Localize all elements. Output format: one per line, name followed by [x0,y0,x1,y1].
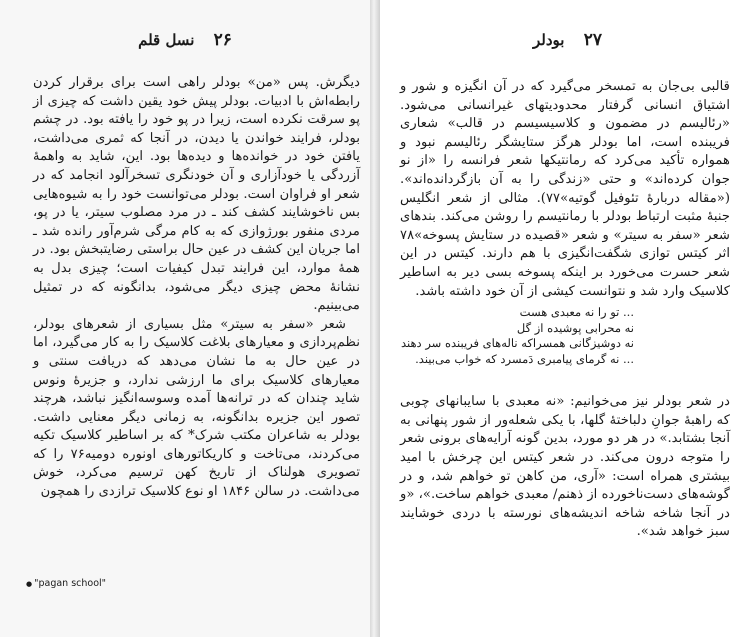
left-page-header [0,30,370,50]
right-paragraph-1: قالبی بی‌جان به تمسخر می‌گیرد که در آن انگیزه و شور و اشتیاق انسانی گرفتار محدودیتهای غیرانسانی می‌شود. «رئالیسم در مضمون و کلاسیسیسم در قالب» شعاری فریبنده است، اما بودلر هرگز ستایشگر رئالیسم نبود و همواره تأکید می‌کرد که رمانتیکها شعر فرانسه را «از نو جوان کرده‌اند» و حتی «زندگی را به آن بازگردانده‌اند». («مقاله دربارهٔ تئوفیل گوتیه»۷۷). مثالی از شعر انگلیس جنبهٔ مثبت ارتباط بودلر با رمانتیسم را روشن می‌کند. بندهای شعر «سفر به سیتر» و شعر «قصیده در ستایش پسوخه»۷۸ اثر کیتس توازی شگفت‌انگیزی با هم دارند. کیتس در این شعر حسرت می‌خورد بر اینکه پسوخه بسی دیر به اساطیر کلاسیک وارد شد و نتوانست کیشی از آن خود داشته باشد. [400,79,731,299]
left-paragraph-2: شعر «سفر به سیتر» مثل بسیاری از شعرهای بودلر، نظم‌پردازی و معیارهای بلاغت کلاسیک را به کار می‌گیرد، اما در عین حال به ما نشان می‌دهد که دریافت سنتی و معیارهای کلاسیک برای ما ارزشی ندارد، و جزیرهٔ ونوس شاید چندان که در ترانه‌ها آمده وسوسه‌انگیز نباشد، هرچند تصور این جزیره بدانگونه، به زمانی دیگر معنایی داشت. بودلر به شاعران مکتب شرک* که بر اساطیر کلاسیک تکیه می‌کردند، می‌تاخت و کاریکاتورهای اونوره دومیه۷۶ را که تصویری هولناک از تاریخ کهن ترسیم می‌کرد، خوش می‌داشت. در سالن ۱۸۴۶ او نوع کلاسیک ترازدی را همچون [33,316,361,500]
poem-line-2: نه محرابی پوشیده از گل [516,320,634,335]
footnote [26,578,106,589]
left-page-body [33,74,360,502]
left-running-title: نسل قلم [138,31,195,49]
poem-excerpt [400,305,730,367]
left-page-number: ۲۶ [213,30,232,50]
right-page-number: ۲۷ [583,30,602,50]
right-page-header [380,30,755,50]
right-paragraph-2: در شعر بودلر نیز می‌خوانیم: «نه معبدی با سایبانهای چوبی که راهبهٔ جوانِ دلباختهٔ گلها، با یکی شعله‌ور از شور پنهانی به آنجا بشتابد.» در هر دو مورد، بدین گونه آرایه‌های برونی شعر را متوجه درون می‌کند. در شعر کیتس این چرخش با امید بیشتری همراه است: «آری، من کاهن تو خواهم شد، و در گوشه‌های دست‌ناخورده از ذهنم/ معبدی خواهم ساخت.»، «و در آنجا شاخه شاخه اندیشه‌های نورسته با دردی خوشایند سبز خواهد شد». [400,394,730,540]
right-running-title: بودلر [533,31,565,49]
left-paragraph-1: دیگرش. پس «من» بودلر راهی است برای برقرار کردن رابطه‌اش با ادبیات. بودلر پیش خود یقین داشت که چیزی از پو سرقت نکرده است، زیرا در پو خود را یافته بود. در چشم بودلر، فرایند خواندن یا دیدن، در آنجا که ثمری می‌داشت، یافتن خود در خوانده‌ها و دیده‌ها بود. این، شاید به واهمهٔ آزردگی یا خودآزاری و آن خودنگری تسخرآلود انجامد که در شعر او فراوان است. بودلر می‌توانست خود را به شیوه‌هایی بس ناخوشایند کشف کند ـ در مرد مصلوب سیتر، یا در پو، مردی منفور بورژوازی که به کام مرگی شرم‌آور رانده شد ـ اما جریان این کشف در عین حال براستی رضایتبخش بود. در همهٔ موارد، این فرایند تبدل کیفیات است؛ چیزی بدل به نشانهٔ محض چیزی دیگر می‌شود، بدانگونه که در تمثیل می‌بینیم. [33,75,360,314]
book-gutter [370,0,380,637]
spacer [400,377,730,393]
footnote-text: "pagan school" [34,578,107,589]
left-page [0,0,370,637]
poem-line-1: ... تو را نه معبدی هست [519,305,634,320]
poem-line-4: ... نه گرمای پیامبری دَمسرد که خواب می‌بیند. [415,351,634,366]
right-page-body [400,78,730,542]
footnote-star-icon: ● [26,580,33,588]
poem-line-3: نه دوشیزگانی همسراکه ناله‌های فریبنده سر دهند [400,336,634,351]
right-page [380,0,755,637]
